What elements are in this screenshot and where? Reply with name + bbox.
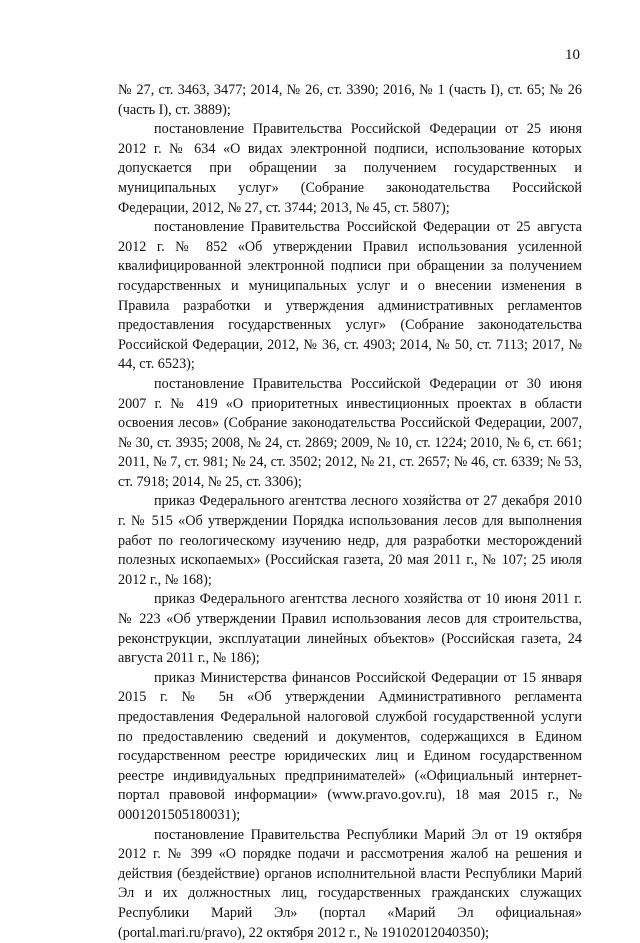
- paragraph-continuation: № 27, ст. 3463, 3477; 2014, № 26, ст. 3390; 2016, № 1 (часть I), ст. 65; № 26 (часть I), ст. 3889);: [118, 82, 582, 118]
- paragraph-order-515: приказ Федерального агентства лесного хозяйства от 27 декабря 2010 г. № 515 «Об утверждении Порядка использования лесов для выполнения работ по геологическому изучению недр, для разработки месторождений полезных ископаемых» (Российская газета, 20 мая 2011 г., № 107; 25 июля 2012 г., № 168);: [118, 493, 582, 588]
- paragraph-decree-419: постановление Правительства Российской Федерации от 30 июня 2007 г. № 419 «О приоритетных инвестиционных проектах в области освоения лесов» (Собрание законодательства Российской Федерации, 2007, № 30, ст. 3935; 2008, № 24, ст. 2869; 2009, № 10, ст. 1224; 2010, № 6, ст. 661; 2011, № 7, ст. 981; № 24, ст. 3502; 2012, № 21, ст. 2657; № 46, ст. 6339; № 53, ст. 7918; 2014, № 25, ст. 3306);: [118, 375, 582, 490]
- page-number: 10: [565, 47, 580, 63]
- paragraph-decree-852: постановление Правительства Российской Федерации от 25 августа 2012 г. № 852 «Об утверждении Правил использования усиленной квалифицированной электронной подписи при обращении за получением государственных и муниципальных услуг и о внесении изменения в Правила разработки и утверждения административных регламентов предоставления государственных услуг» (Собрание законодательства Российской Федерации, 2012, № 36, ст. 4903; 2014, № 50, ст. 7113; 2017, № 44, ст. 6523);: [118, 219, 582, 373]
- document-body: [118, 81, 582, 943]
- paragraph-decree-399: постановление Правительства Республики Марий Эл от 19 октября 2012 г. № 399 «О порядке подачи и рассмотрения жалоб на решения и действия (бездействие) органов исполнительной власти Республики Марий Эл и их должностных лиц, государственных гражданских служащих Республики Марий Эл» (портал «Марий Эл официальная» (portal.mari.ru/pravo), 22 октября 2012 г., № 19102012040350);: [118, 826, 582, 941]
- paragraph-decree-634: постановление Правительства Российской Федерации от 25 июня 2012 г. № 634 «О видах электронной подписи, использование которых допускается при обращении за получением государственных и муниципальных услуг» (Собрание законодательства Российской Федерации, 2012, № 27, ст. 3744; 2013, № 45, ст. 5807);: [118, 121, 582, 216]
- paragraph-order-5n: приказ Министерства финансов Российской Федерации от 15 января 2015 г. № 5н «Об утверждении Административного регламента предоставления Федеральной налоговой службой государственной услуги по предоставлению сведений и документов, содержащихся в Едином государственном реестре юридических лиц и Едином государственном реестре индивидуальных предпринимателей» («Официальный интернет-портал правовой информации» (www.pravo.gov.ru), 18 мая 2015 г., № 0001201505180031);: [118, 669, 582, 823]
- paragraph-order-223: приказ Федерального агентства лесного хозяйства от 10 июня 2011 г. № 223 «Об утверждении Правил использования лесов для строительства, реконструкции, эксплуатации линейных объектов» (Российская газета, 24 августа 2011 г., № 186);: [118, 591, 582, 667]
